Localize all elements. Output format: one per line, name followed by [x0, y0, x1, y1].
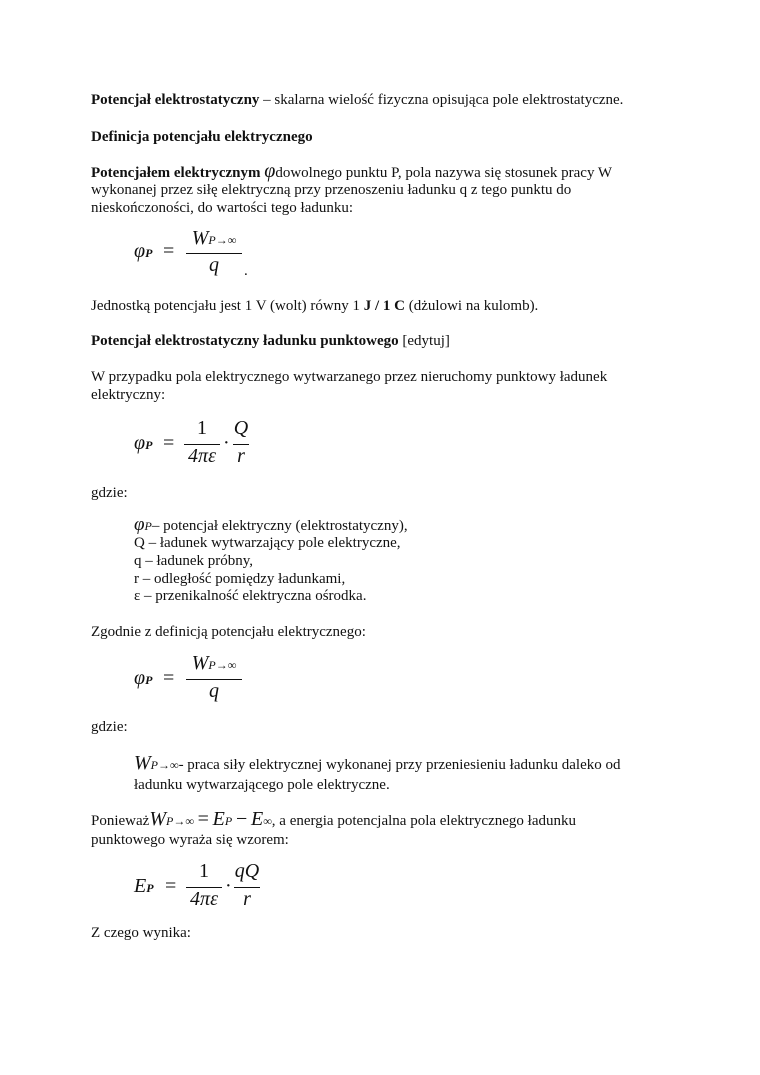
formula2-num2: Q: [233, 417, 249, 439]
formula4-num2: qQ: [234, 860, 260, 882]
formula1-lhs-sub: P: [145, 246, 153, 260]
poniewaz-w: W: [149, 808, 166, 830]
gdzie-label-1: gdzie:: [91, 485, 128, 501]
legend-item: [134, 516, 408, 535]
formula1-eq: =: [163, 240, 175, 262]
poniewaz-b: , a energia potencjalna pola elektrycznego ładunku: [271, 813, 576, 829]
formula2-lhs-sub: P: [145, 438, 153, 452]
gdzie-label-2: gdzie:: [91, 719, 128, 735]
legend-item: Q – ładunek wytwarzający pole elektryczne,: [134, 535, 401, 551]
formula3-numerator: [186, 654, 242, 674]
poniewaz-einf: E: [251, 808, 264, 830]
poniewaz-line2: punktowego wyraża się wzorem:: [91, 832, 289, 848]
formula3-lhs-sub: P: [145, 673, 153, 687]
definition-text1: dowolnego punktu P, pola nazywa się stosunek pracy W: [275, 165, 613, 181]
formula1-lhs: φ: [134, 240, 146, 262]
formula1-period: .: [244, 263, 248, 279]
poniewaz-w-sub: P→∞: [166, 814, 194, 828]
unit-text-a: Jednostką potencjału jest 1 V (wolt) równy 1: [91, 298, 364, 314]
work-symbol-sub: P→∞: [150, 758, 179, 772]
formula1-denominator: q: [209, 254, 219, 276]
formula3-eq: =: [163, 667, 175, 689]
formula4-den1: 4πε: [190, 888, 218, 910]
formula4-den2: r: [243, 888, 251, 910]
formula1-numerator: [186, 229, 242, 249]
legend-item: r – odległość pomiędzy ładunkami,: [134, 571, 346, 587]
point-intro-line2: elektryczny:: [91, 387, 166, 403]
definition-term: Potencjałem elektrycznym: [91, 165, 261, 181]
formula2-lhs: φ: [134, 432, 146, 454]
z-czego-paragraph: Z czego wynika:: [91, 925, 191, 941]
formula4-eq: =: [165, 875, 177, 897]
formula3-num-sub: P→∞: [208, 658, 237, 672]
legend-item: q – ładunek próbny,: [134, 553, 254, 569]
unit-text-b: J / 1 C: [363, 298, 405, 314]
legend-item: ε – przenikalność elektryczna ośrodka.: [134, 588, 367, 604]
phi-symbol: φ: [264, 160, 276, 182]
formula2-dot: ·: [223, 432, 230, 454]
intro-paragraph: [91, 91, 623, 109]
work-def-text1: - praca siły elektrycznej wykonanej przy przeniesieniu ładunku daleko od: [178, 757, 621, 773]
formula2-den2: r: [237, 445, 245, 467]
unit-paragraph: [91, 297, 538, 315]
work-symbol: W: [134, 752, 151, 774]
formula4-lhs-sub: P: [146, 881, 154, 895]
unit-text-c: (dżulowi na kulomb).: [405, 298, 539, 314]
formula1-num: W: [191, 227, 209, 249]
formula2-den1: 4πε: [188, 445, 216, 467]
poniewaz-minus: −: [235, 808, 248, 830]
intro-term: Potencjał elektrostatyczny: [91, 92, 260, 108]
poniewaz-einf-sub: ∞: [263, 814, 272, 828]
formula4-dot: ·: [225, 875, 232, 897]
poniewaz-line1: [91, 810, 576, 830]
work-definition-line2: ładunku wytwarzającego pole elektryczne.: [134, 777, 390, 793]
formula3-denominator: q: [209, 680, 219, 702]
point-intro-line1: W przypadku pola elektrycznego wytwarzanego przez nieruchomy punktowy ładunek: [91, 369, 608, 385]
legend-phi-sub: P: [144, 519, 152, 533]
heading-point-charge: [91, 332, 450, 350]
intro-rest: – skalarna wielość fizyczna opisująca pole elektrostatyczne.: [259, 92, 624, 108]
definition-line2: wykonanej przez siłę elektryczną przy przenoszeniu ładunku q z tego punktu do: [91, 182, 572, 198]
formula1-num-sub: P→∞: [208, 233, 237, 247]
formula4-num1: 1: [199, 860, 209, 882]
definition-line3: nieskończoności, do wartości tego ładunku:: [91, 200, 354, 216]
heading-point-title: Potencjał elektrostatyczny ładunku punktowego: [91, 333, 399, 349]
formula2-eq: =: [163, 432, 175, 454]
poniewaz-e-sub: P: [224, 814, 233, 828]
heading-definition: Definicja potencjału elektrycznego: [91, 129, 313, 145]
poniewaz-eq: =: [197, 808, 209, 830]
legend-phi-symbol: φ: [134, 514, 145, 535]
formula4-lhs: E: [134, 875, 147, 897]
edit-link[interactable]: [edytuj]: [398, 333, 450, 349]
formula3-lhs: φ: [134, 667, 146, 689]
poniewaz-a: Ponieważ: [91, 813, 150, 829]
work-definition-line1: [134, 754, 620, 774]
formula3-num: W: [191, 652, 209, 674]
poniewaz-e: E: [212, 808, 225, 830]
formula2-num1: 1: [197, 417, 207, 439]
legend-text: – potencjał elektryczny (elektrostatyczny),: [151, 518, 408, 534]
definition-line1: [91, 162, 612, 182]
zgodnie-paragraph: Zgodnie z definicją potencjału elektrycznego:: [91, 624, 366, 640]
